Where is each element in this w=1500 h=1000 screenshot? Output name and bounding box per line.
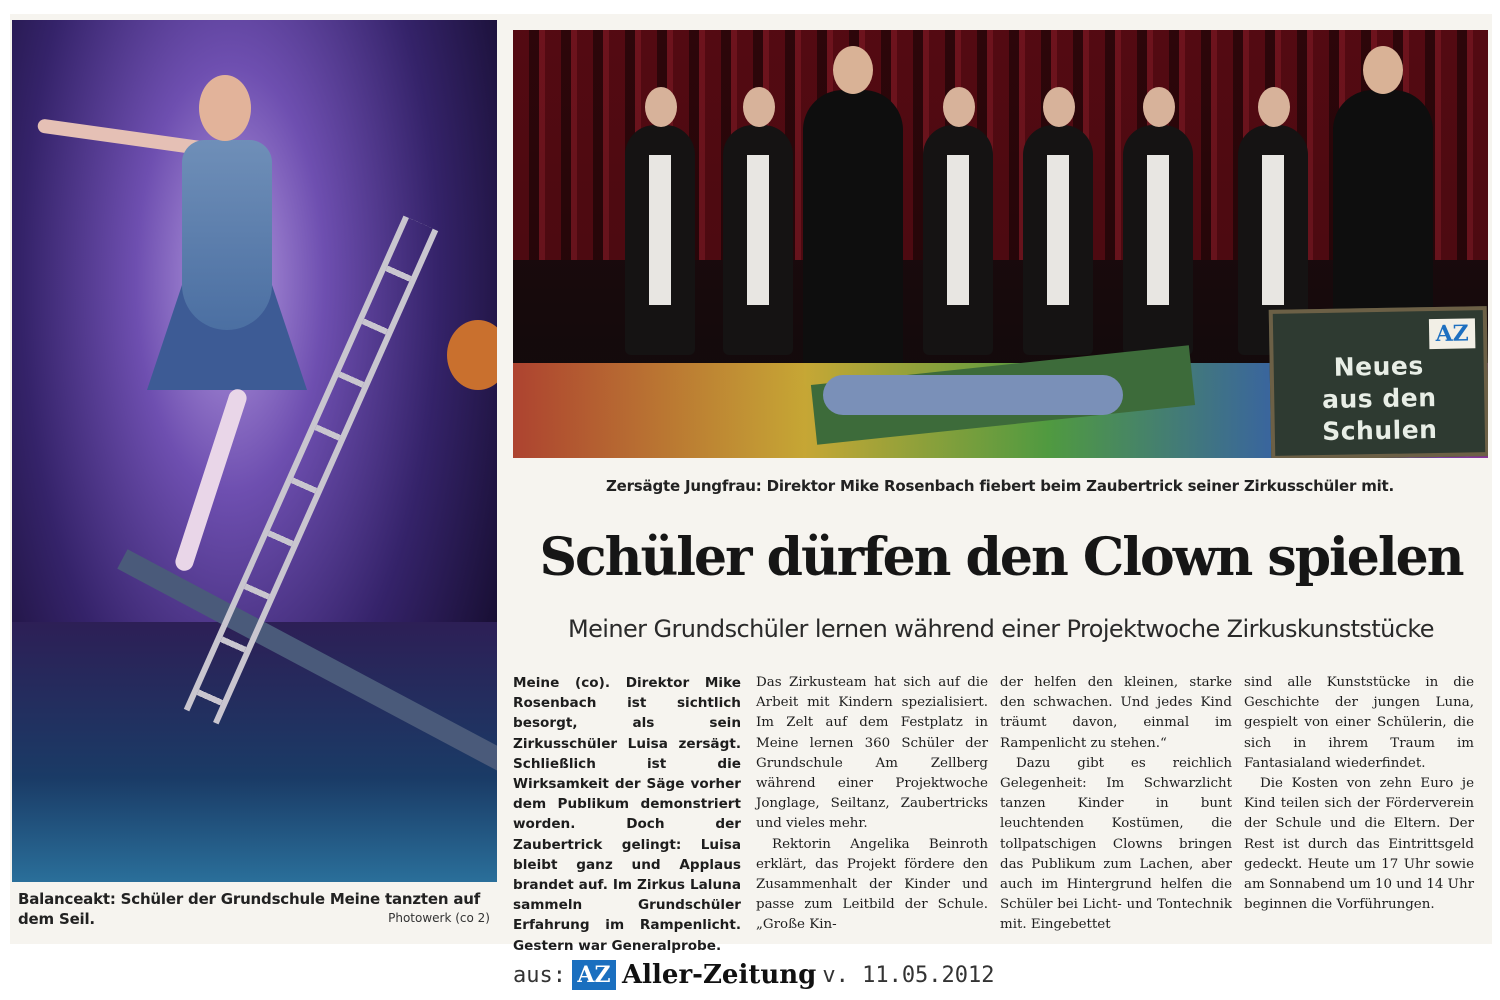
photo-orange-ball bbox=[447, 320, 497, 390]
photo-child bbox=[1023, 125, 1093, 355]
board-line-2: aus den bbox=[1321, 383, 1437, 414]
photo-magic-trick bbox=[513, 30, 1488, 458]
photo-floor bbox=[12, 622, 497, 882]
article-column-4 bbox=[1244, 673, 1474, 915]
board-line-1: Neues bbox=[1333, 351, 1424, 382]
publication-date: v. 11.05.2012 bbox=[822, 962, 995, 988]
article-column-2 bbox=[756, 673, 988, 936]
chalkboard-badge bbox=[1269, 306, 1488, 458]
article-headline: Schüler dürfen den Clown spielen bbox=[539, 527, 1463, 588]
photo-girl-arm bbox=[37, 118, 207, 156]
photo-balancing-act bbox=[12, 20, 497, 882]
article-paragraph: der helfen den kleinen, starke den schwachen. Und jedes Kind träumt davon, einmal im Rampenlicht zu stehen.“ bbox=[1000, 675, 1232, 751]
photo-director bbox=[803, 90, 903, 390]
article-paragraph: Rektorin Angelika Beinroth erklärt, das Projekt fördere den Zusammenhalt der Kinder und passe zum Leitbild der Schule. „Große Kin- bbox=[756, 836, 988, 933]
photo-lying-girl bbox=[823, 375, 1123, 415]
article-paragraph: Dazu gibt es reichlich Gelegenheit: Im Schwarzlicht tanzen Kinder in bunt leuchtenden Kostümen, die tollpatschigen Clowns bringen das Publikum zum Lachen, aber auch im Hintergrund helfen die Schüler bei Licht- und Tontechnik mit. Eingebettet bbox=[1000, 755, 1232, 933]
photo-child bbox=[1123, 125, 1193, 355]
az-logo: AZ bbox=[572, 960, 616, 990]
article-paragraph: sind alle Kunststücke in die Geschichte der jungen Luna, gespielt von einer Schülerin, die sich in ihrem Traum im Fantasialand wiederfindet. bbox=[1244, 675, 1474, 771]
photo-child bbox=[923, 125, 993, 355]
photo-child bbox=[723, 125, 793, 355]
article-paragraph: Die Kosten von zehn Euro je Kind teilen sich der Förderverein der Schule und die Eltern. Der Rest ist durch das Eintrittsgeld gedeckt. Heute um 17 Uhr sowie am Sonnabend um 10 und 14 Uhr beginnen die Vorführungen. bbox=[1244, 776, 1474, 913]
source-prefix: aus: bbox=[513, 962, 566, 988]
article-column-3 bbox=[1000, 673, 1232, 936]
article-subheadline: Meiner Grundschüler lernen während einer Projektwoche Zirkuskunststücke bbox=[568, 615, 1434, 643]
article-column-1 bbox=[513, 673, 741, 956]
az-logo: AZ bbox=[1429, 318, 1476, 349]
photo-girl-head bbox=[199, 75, 251, 141]
board-line-3: Schulen bbox=[1321, 414, 1438, 446]
newspaper-name: Aller-Zeitung bbox=[621, 960, 817, 990]
photo-girl-leg bbox=[173, 387, 249, 573]
source-footer bbox=[513, 959, 995, 991]
photo-left-caption: Balanceakt: Schüler der Grundschule Meine tanzten auf dem Seil. bbox=[18, 890, 481, 928]
photo-right-caption: Zersägte Jungfrau: Direktor Mike Rosenbach fiebert beim Zaubertrick seiner Zirkusschüler mit. bbox=[605, 477, 1395, 495]
photo-girl-body bbox=[182, 140, 272, 330]
article-paragraph: Das Zirkusteam hat sich auf die Arbeit mit Kindern spezialisiert. Im Zelt auf dem Festplatz in Meine lernen 360 Schüler der Grundschule Am Zellberg während einer Projektwoche Jonglage, Seiltanz, Zaubertricks und vieles mehr. bbox=[756, 675, 988, 832]
article-lead: Meine (co). Direktor Mike Rosenbach ist sichtlich besorgt, als sein Zirkusschüler Luisa zersägt. Schließlich ist die Wirksamkeit der Säge vorher dem Publikum demonstriert worden. Doch der Zaubertrick gelingt: Luisa bleibt ganz und Applaus brandet auf. Im Zirkus Laluna sammeln Grundschüler Erfahrung im Rampenlicht. Gestern war Generalprobe. bbox=[513, 675, 741, 954]
photo-credit: Photowerk (co 2) bbox=[388, 911, 490, 925]
photo-child bbox=[625, 125, 695, 355]
